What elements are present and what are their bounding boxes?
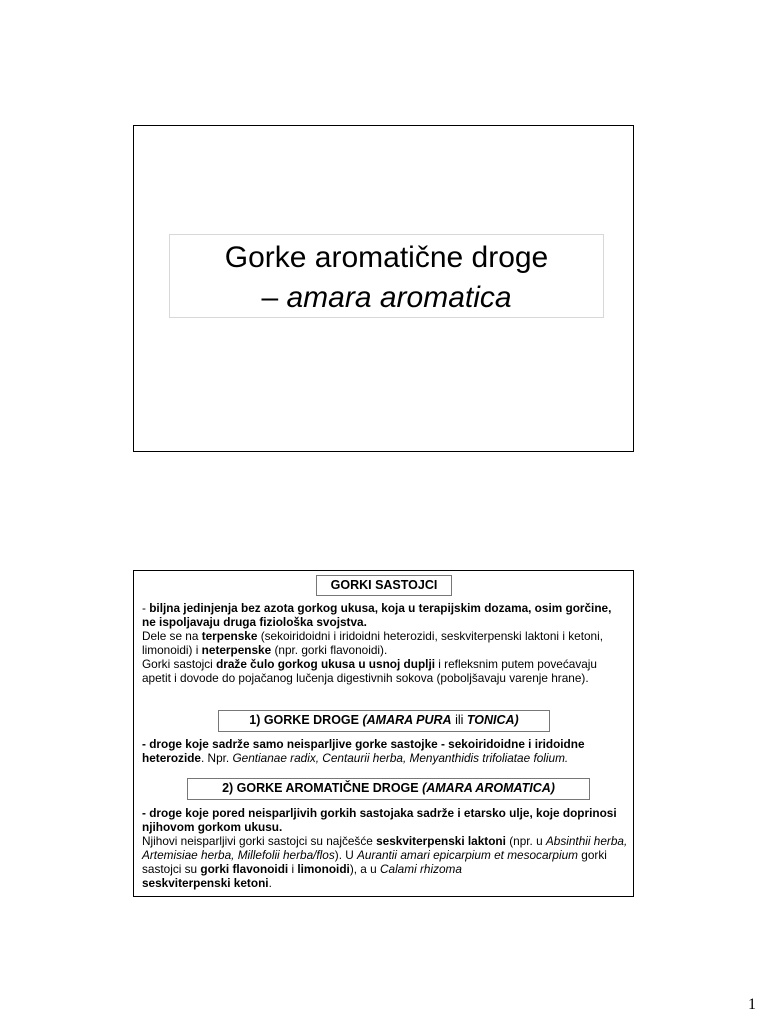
header-gorki-sastojci: GORKI SASTOJCI <box>316 575 452 596</box>
header-gorke-aromaticne-droge: 2) GORKE AROMATIČNE DROGE (AMARA AROMATICA) <box>187 778 590 800</box>
paragraph-gorki-sastojci: - biljna jedinjenja bez azota gorkog ukusa, koja u terapijskim dozama, osim gorčine, ne ispoljavaju druga fiziološka svojstva. Dele se na terpenske (sekoiridoidni i iridoidni heterozidi, seskviterpenski laktoni i ketoni, limonoidi) i neterpenske (npr. gorki flavonoidi). Gorki sastojci draže čulo gorkog ukusa u usnoj duplji i refleksnim putem povećavaju apetit i dovode do pojačanog lučenja digestivnih sokova (poboljšavaju varenje hrane). <box>142 601 612 685</box>
paragraph-gorke-droge: - droge koje sadrže samo neisparljive gorke sastojke - sekoiridoidne i iridoidne heterozide. Npr. Gentianae radix, Centaurii herba, Menyanthidis trifoliatae folium. <box>142 737 585 765</box>
title-line-1: Gorke aromatične droge <box>224 241 549 274</box>
slide-title <box>169 234 604 318</box>
slide-1 <box>133 125 634 452</box>
title-italic: amara aromatica <box>286 281 512 314</box>
title-line-2: – amara aromatica <box>261 281 512 314</box>
paragraph-gorke-aromaticne-droge: - droge koje pored neisparljivih gorkih sastojaka sadrže i etarsko ulje, koje doprinosi njihovom gorkom ukusu. Njihovi neisparljivi gorki sastojci su najčešće seskviterpenski laktoni (npr. u Absinthii herba, Artemisiae herba, Millefolii herba/flos). U Aurantii amari epicarpium et mesocarpium gorki sastojci su gorki flavonoidi i limonoidi), a u Calami rhizoma seskviterpenski ketoni. <box>142 806 628 890</box>
slide-2 <box>133 570 634 897</box>
header-gorke-droge: 1) GORKE DROGE (AMARA PURA ili TONICA) <box>218 710 550 732</box>
page-number: 1 <box>748 996 756 1013</box>
